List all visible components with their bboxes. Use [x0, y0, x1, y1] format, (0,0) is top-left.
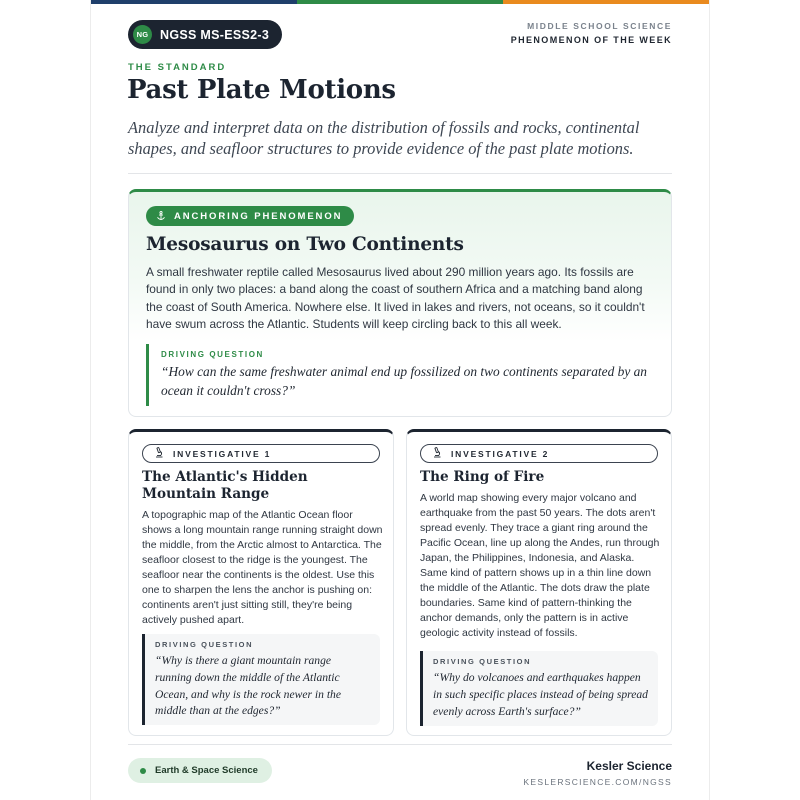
- standard-code: NGSS MS-ESS2-3: [160, 27, 270, 42]
- page-title: Past Plate Motions: [127, 75, 396, 105]
- microscope-icon: [154, 445, 164, 463]
- standard-label: THE STANDARD: [128, 62, 227, 73]
- investigative-driving-question: [142, 634, 380, 725]
- subject-tag: [128, 758, 272, 783]
- color-bar: [91, 0, 709, 4]
- page-edge-right: [709, 0, 710, 800]
- investigative-card-2: [406, 429, 672, 736]
- investigative-body: A world map showing every major volcano and earthquake from the past 50 years. The dots aren't spread evenly. They trace a giant ring around the Pacific Ocean, line up along the Andes, run through Japan, the Philippines, Indonesia, and Alaska. Same kind of pattern shows up in a thin line down the middle of the Atlantic. The dots draw the plate boundaries. Same kind of pattern-thinking the anchor demands, only the pattern is in active geologic activity instead of fossils.: [420, 492, 660, 639]
- worksheet-page: [91, 0, 709, 800]
- anchor-driving-question: [146, 344, 656, 406]
- investigative-title: The Atlantic's Hidden Mountain Range: [142, 469, 308, 502]
- anchor-body: A small freshwater reptile called Mesosaurus lived about 290 million years ago. Its fossils are found in only two places: a band along the coast of southern Africa and a matching band along the coast of South America. Nowhere else. It lived in lakes and rivers, not oceans, so it couldn't have swum across the Atlantic. Students will keep circling back to this all week.: [146, 265, 645, 331]
- investigative-label: INVESTIGATIVE 2: [451, 448, 550, 459]
- subject-dot-icon: [140, 768, 146, 774]
- anchoring-phenomenon-pill: [146, 206, 354, 226]
- footer-divider: [128, 744, 672, 745]
- brand-block: [523, 759, 672, 787]
- standard-badge: [128, 20, 282, 49]
- kicker-subject: MIDDLE SCHOOL SCIENCE: [527, 21, 672, 31]
- anchoring-phenomenon-label: ANCHORING PHENOMENON: [174, 210, 343, 222]
- driving-question-label: DRIVING QUESTION: [155, 640, 254, 649]
- ngss-logo-icon: NG: [133, 25, 152, 44]
- anchor-icon: [156, 211, 166, 221]
- driving-question-text: “How can the same freshwater animal end up fossilized on two continents separated by an ocean it couldn't cross?”: [161, 364, 647, 398]
- kicker-series: PHENOMENON OF THE WEEK: [510, 35, 672, 45]
- investigative-driving-question: [420, 651, 658, 726]
- driving-question-label: DRIVING QUESTION: [161, 350, 264, 359]
- investigative-pill: [142, 444, 380, 463]
- header-kicker: [511, 21, 672, 45]
- driving-question-text: “Why is there a giant mountain range running down the middle of the Atlantic Ocean, and why is the rock newer in the middle than at the edges?”: [155, 654, 341, 718]
- anchor-title: Mesosaurus on Two Continents: [146, 234, 464, 255]
- color-bar-green: [297, 0, 503, 4]
- subject-label: Earth & Space Science: [155, 765, 258, 776]
- driving-question-label: DRIVING QUESTION: [433, 657, 532, 666]
- standard-description: Analyze and interpret data on the distribution of fossils and rocks, continental shapes, and seafloor structures to provide evidence of the past plate motions.: [128, 118, 640, 158]
- color-bar-orange: [503, 0, 709, 4]
- investigative-label: INVESTIGATIVE 1: [173, 448, 272, 459]
- investigative-title: The Ring of Fire: [420, 469, 545, 485]
- investigative-card-1: [128, 429, 394, 736]
- anchoring-phenomenon-card: [128, 189, 672, 417]
- brand-name: Kesler Science: [586, 759, 672, 773]
- divider: [128, 173, 672, 174]
- investigative-pill: [420, 444, 658, 463]
- color-bar-blue: [91, 0, 297, 4]
- investigative-body: A topographic map of the Atlantic Ocean floor shows a long mountain range running straight down the middle, from the Arctic almost to Antarctica. The seafloor closest to the ridge is the youngest. The seafloor near the continents is the oldest. Use this one to sharpen the lens the anchor is pushing on: continents aren't just sitting still, they're being actively pushed apart.: [142, 509, 383, 626]
- microscope-icon: [432, 445, 442, 463]
- brand-url[interactable]: KESLERSCIENCE.COM/NGSS: [523, 777, 672, 787]
- driving-question-text: “Why do volcanoes and earthquakes happen in such specific places instead of being spread evenly across Earth's surface?”: [433, 671, 648, 718]
